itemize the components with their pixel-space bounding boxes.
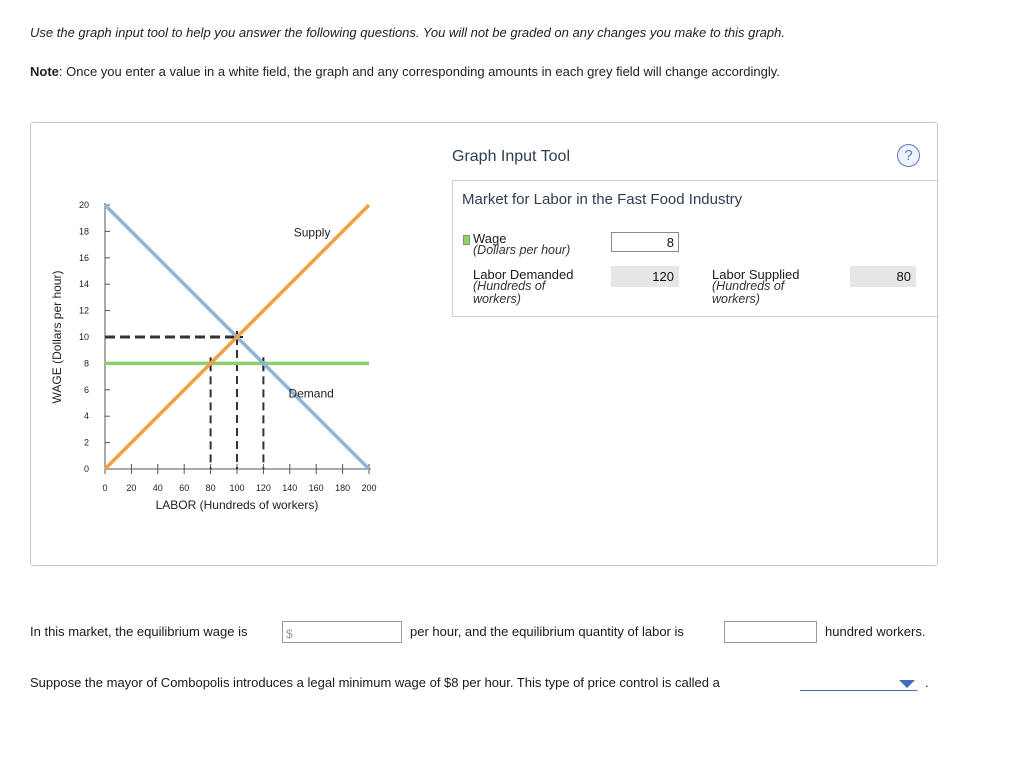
wage-label: Wage [473,231,507,246]
x-tick-label: 140 [282,483,298,493]
y-axis-label: WAGE (Dollars per hour) [50,270,64,404]
x-tick-label: 180 [335,483,351,493]
dropdown-arrow-icon [899,680,915,688]
question-2-period: . [925,675,929,690]
graph-input-tool-title: Graph Input Tool [452,148,571,165]
labor-supplied-label: Labor Supplied [712,267,800,282]
y-tick-label: 20 [78,200,89,210]
market-title: Market for Labor in the Fast Food Industry [462,191,743,208]
demand-label: Demand [288,386,334,401]
x-tick-label: 160 [308,483,324,493]
x-tick-label: 0 [102,483,108,493]
x-axis-label: LABOR (Hundreds of workers) [155,498,319,512]
y-tick-label: 14 [78,279,89,290]
question-1-text: In this market, the equilibrium wage is [30,624,248,639]
y-tick-label: 16 [78,252,89,263]
y-tick-label: 0 [83,464,89,474]
price-control-dropdown[interactable] [800,676,917,691]
question-2-text: Suppose the mayor of Combopolis introduces a legal minimum wage of $8 per hour. This type of price control is called a [30,675,720,690]
y-tick-label: 10 [78,332,89,342]
labor-supplied-value: 80 [850,266,916,287]
x-tick-label: 80 [205,483,216,493]
labor-demanded-label: Labor Demanded [473,267,574,282]
x-tick-label: 20 [126,483,137,493]
y-tick-label: 2 [83,437,89,448]
wage-legend-swatch [463,235,470,245]
instructions-text: Use the graph input tool to help you answer the following questions. You will not be graded on any changes you make to this graph. [30,25,785,40]
wage-unit: (Dollars per hour) [473,243,571,257]
x-tick-label: 200 [361,483,377,493]
question-1-end-text: hundred workers. [825,624,926,639]
labor-supplied-unit: (Hundreds of workers) [712,279,785,306]
labor-demanded-value: 120 [611,266,679,287]
x-tick-label: 40 [152,483,163,493]
note-body: : Once you enter a value in a white field, the graph and any corresponding amounts in each grey field will change accordingly. [58,64,780,79]
x-tick-label: 60 [179,483,190,493]
equilibrium-quantity-input[interactable] [724,621,817,643]
input-tool-box [452,180,939,317]
note-text [30,64,780,79]
guide-lines [105,331,269,469]
labor-demanded-unit: (Hundreds of workers) [473,279,546,306]
y-tick-label: 6 [83,384,89,395]
y-tick-label: 18 [78,226,89,237]
x-tick-label: 100 [229,483,245,493]
graph-panel [30,122,938,566]
wage-input[interactable] [611,232,679,252]
y-tick-label: 4 [83,411,89,422]
y-tick-label: 8 [83,358,89,369]
help-icon[interactable]: ? [897,144,920,167]
equilibrium-wage-input[interactable] [282,621,402,643]
question-1-mid-text: per hour, and the equilibrium quantity of labor is [410,624,684,639]
supply-label: Supply [293,225,331,240]
y-tick-label: 12 [78,305,89,316]
currency-symbol: $ [286,627,293,641]
x-tick-label: 120 [255,483,271,493]
labor-market-graph[interactable] [49,191,409,521]
note-label: Note [30,64,59,79]
